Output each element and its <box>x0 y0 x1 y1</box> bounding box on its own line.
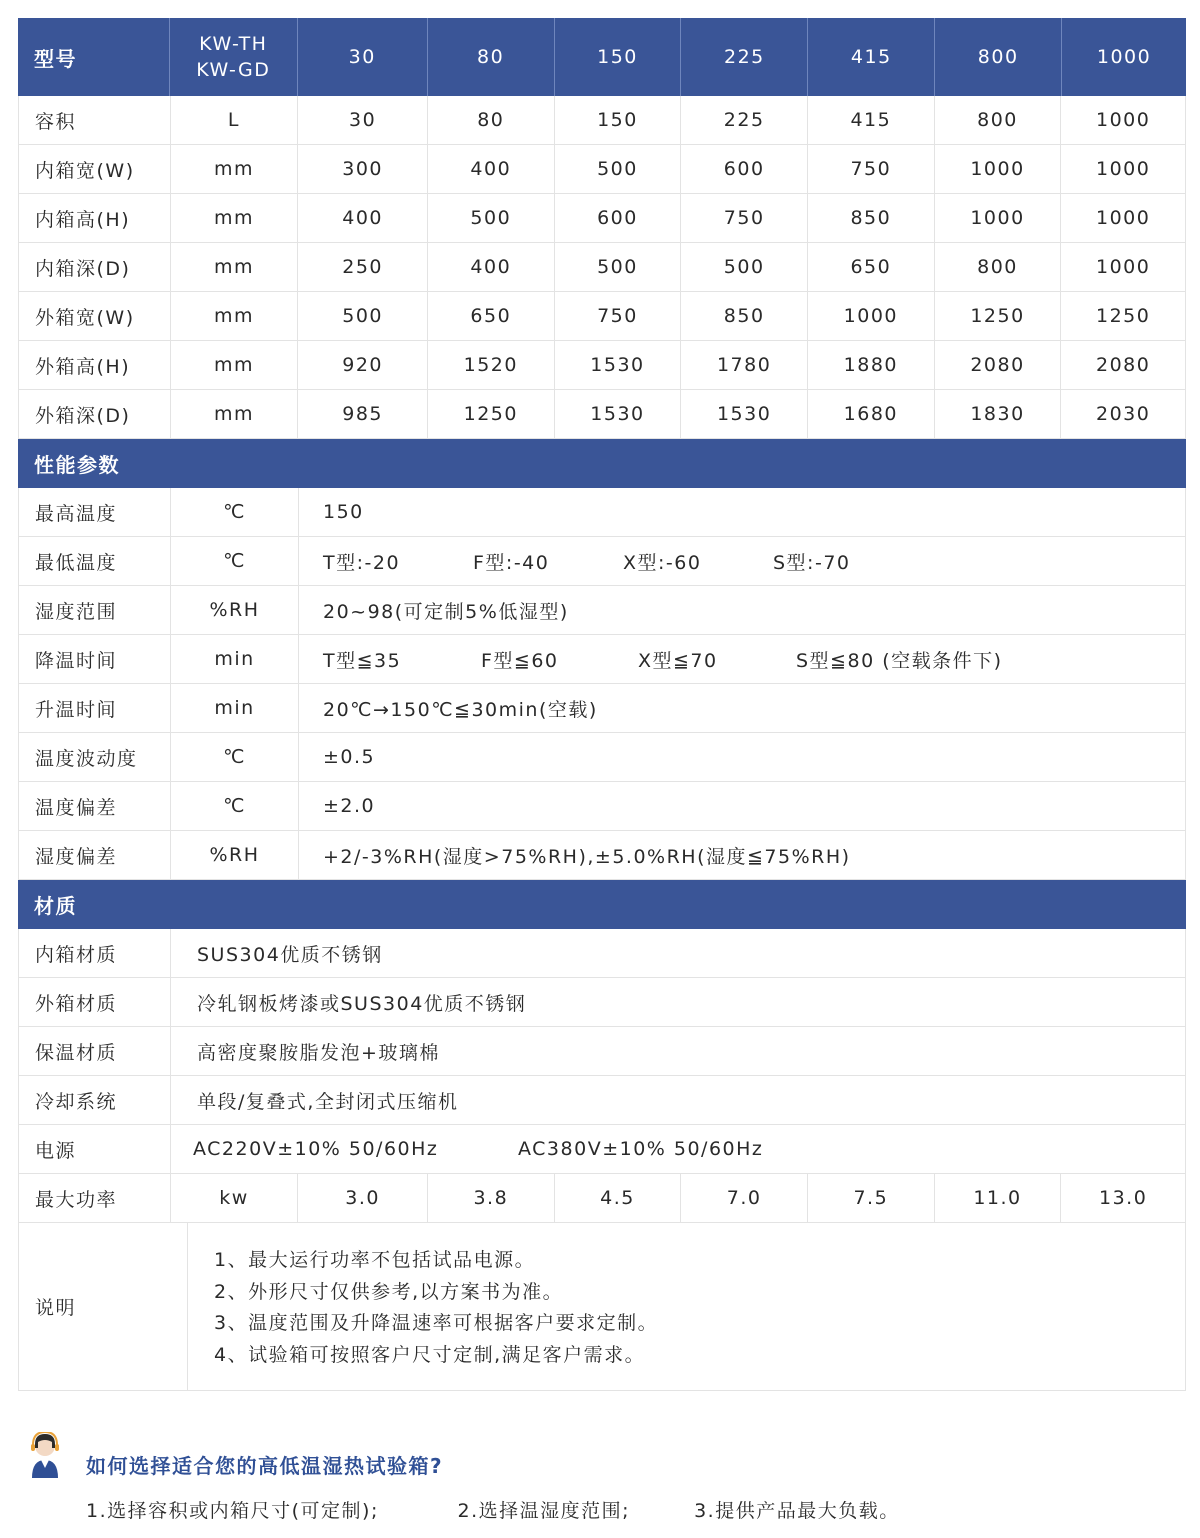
guide-title: 如何选择适合您的高低温湿热试验箱? <box>86 1454 444 1478</box>
power-value: 13.0 <box>1099 1187 1148 1209</box>
row-value: 850 <box>681 292 808 340</box>
row-value: 250 <box>298 243 428 291</box>
row-value: 750 <box>681 194 808 242</box>
row-label: 温度波动度 <box>19 733 171 781</box>
row-label: 外箱材质 <box>19 978 171 1026</box>
row-value <box>299 488 1185 536</box>
header-series <box>170 18 298 96</box>
value-segment: X型:-60 <box>623 551 702 574</box>
row-label: 内箱材质 <box>19 929 171 977</box>
row-value: 415 <box>808 96 935 144</box>
table-row <box>18 586 1186 635</box>
row-value <box>299 831 1185 879</box>
row-label: 最大功率 <box>19 1174 171 1222</box>
row-value: 500 <box>681 243 808 291</box>
series-gd: KW-GD <box>196 59 271 81</box>
guide-step: 3.提供产品最大负载。 <box>694 1500 900 1522</box>
row-value: 850 <box>808 194 935 242</box>
power-option-220: AC220V±10% 50/60Hz <box>193 1138 439 1160</box>
row-label: 电源 <box>19 1125 171 1173</box>
row-value: 650 <box>428 292 555 340</box>
power-value: 4.5 <box>555 1174 682 1222</box>
table-row <box>18 194 1186 243</box>
row-unit: %RH <box>171 586 299 634</box>
row-value: 1000 <box>1095 109 1151 131</box>
table-row-power <box>18 1125 1186 1174</box>
row-value: 400 <box>298 194 428 242</box>
power-value: 3.0 <box>298 1174 428 1222</box>
notes-label: 说明 <box>19 1223 188 1390</box>
table-row <box>18 635 1186 684</box>
row-value: 500 <box>555 145 682 193</box>
row-value <box>299 635 1185 683</box>
note-line: 2、外形尺寸仅供参考,以方案书为准。 <box>214 1280 564 1303</box>
row-unit: %RH <box>171 831 299 879</box>
row-value: 1780 <box>681 341 808 389</box>
row-value: 80 <box>428 96 555 144</box>
row-value <box>299 586 1185 634</box>
guide-step: 2.选择温湿度范围; <box>457 1500 631 1522</box>
header-model: 415 <box>808 18 935 96</box>
row-value: 高密度聚胺脂发泡+玻璃棉 <box>197 1041 440 1064</box>
table-row <box>18 1027 1186 1076</box>
table-row <box>18 782 1186 831</box>
power-options <box>171 1125 1185 1173</box>
row-unit: mm <box>171 341 299 389</box>
power-value: 3.8 <box>428 1174 555 1222</box>
table-row <box>18 1076 1186 1125</box>
row-value: 1000 <box>1095 158 1151 180</box>
value-segment: X型≦70 <box>638 649 718 672</box>
power-option-380: AC380V±10% 50/60Hz <box>518 1138 764 1160</box>
row-label: 保温材质 <box>19 1027 171 1075</box>
note-line: 1、最大运行功率不包括试品电源。 <box>214 1249 536 1271</box>
row-label: 冷却系统 <box>19 1076 171 1124</box>
row-value: 1250 <box>1095 305 1151 327</box>
row-value: 800 <box>935 96 1062 144</box>
row-unit: ℃ <box>171 537 299 585</box>
table-row <box>18 292 1186 341</box>
row-value: 750 <box>555 292 682 340</box>
row-value: 1250 <box>428 390 555 438</box>
row-unit: mm <box>171 292 299 340</box>
power-value: 7.5 <box>808 1174 935 1222</box>
table-row <box>18 145 1186 194</box>
row-unit: mm <box>171 390 299 438</box>
row-value <box>299 733 1185 781</box>
power-value: 7.0 <box>681 1174 808 1222</box>
table-row <box>18 341 1186 390</box>
notes-list <box>188 1223 1185 1390</box>
row-value: 500 <box>298 292 428 340</box>
row-value: 400 <box>428 243 555 291</box>
row-unit: mm <box>171 194 299 242</box>
row-value: 1680 <box>808 390 935 438</box>
row-unit: ℃ <box>171 488 299 536</box>
row-value: 650 <box>808 243 935 291</box>
row-value: 225 <box>681 96 808 144</box>
table-row <box>18 929 1186 978</box>
table-row <box>18 243 1186 292</box>
row-value: 1530 <box>555 390 682 438</box>
row-value: 1830 <box>935 390 1062 438</box>
section-performance: 性能参数 <box>18 439 1186 488</box>
header-model-label: 型号 <box>18 18 170 96</box>
value-segment: ±0.5 <box>323 746 376 768</box>
row-label: 湿度偏差 <box>19 831 171 879</box>
row-value: 1000 <box>935 145 1062 193</box>
table-row-max-power <box>18 1174 1186 1223</box>
spec-table <box>18 18 1186 1391</box>
row-label: 内箱高(H) <box>19 194 171 242</box>
row-value: 1250 <box>935 292 1062 340</box>
row-label: 湿度范围 <box>19 586 171 634</box>
value-segment: 20℃→150℃≦30min(空载) <box>323 698 598 721</box>
value-segment: 20~98(可定制5%低湿型) <box>323 600 569 623</box>
row-unit: ℃ <box>171 733 299 781</box>
table-row <box>18 488 1186 537</box>
row-value: 1000 <box>1095 256 1151 278</box>
row-value: 300 <box>298 145 428 193</box>
row-unit: min <box>171 635 299 683</box>
row-value: 30 <box>298 96 428 144</box>
row-value: 800 <box>935 243 1062 291</box>
row-label: 最低温度 <box>19 537 171 585</box>
row-label: 温度偏差 <box>19 782 171 830</box>
row-unit: mm <box>171 243 299 291</box>
row-label: 降温时间 <box>19 635 171 683</box>
value-segment: T型:-20 <box>323 551 401 574</box>
row-value: 400 <box>428 145 555 193</box>
row-value: 1880 <box>808 341 935 389</box>
header-model: 800 <box>935 18 1062 96</box>
row-value <box>299 782 1185 830</box>
row-value: 600 <box>555 194 682 242</box>
row-label: 内箱宽(W) <box>19 145 171 193</box>
table-row <box>18 537 1186 586</box>
header-model: 225 <box>681 18 808 96</box>
table-row <box>18 978 1186 1027</box>
row-value <box>299 684 1185 732</box>
table-header <box>18 18 1186 96</box>
series-th: KW-TH <box>199 33 268 55</box>
row-value: 1000 <box>935 194 1062 242</box>
row-unit: ℃ <box>171 782 299 830</box>
value-segment: F型≦60 <box>481 649 559 672</box>
row-value: 2080 <box>935 341 1062 389</box>
section-material: 材质 <box>18 880 1186 929</box>
row-value: 985 <box>298 390 428 438</box>
row-value: 600 <box>681 145 808 193</box>
value-segment: T型≦35 <box>323 649 402 672</box>
table-row <box>18 831 1186 880</box>
row-value: 1530 <box>681 390 808 438</box>
table-row <box>18 684 1186 733</box>
power-value: 11.0 <box>935 1174 1062 1222</box>
support-agent-icon <box>28 1432 62 1478</box>
row-value: 单段/复叠式,全封闭式压缩机 <box>197 1090 459 1113</box>
value-segment: S型≦80 (空载条件下) <box>796 649 1003 672</box>
row-label: 内箱深(D) <box>19 243 171 291</box>
note-line: 4、试验箱可按照客户尺寸定制,满足客户需求。 <box>214 1343 646 1366</box>
row-value: 500 <box>428 194 555 242</box>
row-value: SUS304优质不锈钢 <box>197 943 383 966</box>
row-unit: L <box>171 96 299 144</box>
row-value: 2080 <box>1095 354 1151 376</box>
row-unit: min <box>171 684 299 732</box>
row-value: 冷轧钢板烤漆或SUS304优质不锈钢 <box>197 992 527 1015</box>
row-label: 外箱深(D) <box>19 390 171 438</box>
row-value: 1000 <box>808 292 935 340</box>
row-value: 920 <box>298 341 428 389</box>
row-value <box>299 537 1185 585</box>
table-row-notes <box>18 1223 1186 1391</box>
value-segment: ±2.0 <box>323 795 376 817</box>
row-value: 1530 <box>555 341 682 389</box>
row-label: 外箱高(H) <box>19 341 171 389</box>
row-unit: kw <box>171 1174 299 1222</box>
table-row <box>18 96 1186 145</box>
row-value: 2030 <box>1095 403 1151 425</box>
row-value: 150 <box>555 96 682 144</box>
value-segment: 150 <box>323 501 364 523</box>
row-label: 外箱宽(W) <box>19 292 171 340</box>
row-unit: mm <box>171 145 299 193</box>
row-label: 最高温度 <box>19 488 171 536</box>
header-model: 150 <box>555 18 682 96</box>
row-label: 升温时间 <box>19 684 171 732</box>
row-value: 500 <box>555 243 682 291</box>
header-model: 30 <box>298 18 428 96</box>
table-row <box>18 733 1186 782</box>
row-value: 1520 <box>428 341 555 389</box>
header-model: 1000 <box>1096 46 1152 68</box>
value-segment: S型:-70 <box>773 551 851 574</box>
value-segment: +2/-3%RH(湿度>75%RH),±5.0%RH(湿度≦75%RH) <box>323 845 851 868</box>
value-segment: F型:-40 <box>473 551 550 574</box>
note-line: 3、温度范围及升降温速率可根据客户要求定制。 <box>214 1312 659 1334</box>
guide-steps <box>86 1496 900 1523</box>
header-model: 80 <box>428 18 555 96</box>
row-label: 容积 <box>19 96 171 144</box>
table-row <box>18 390 1186 439</box>
guide-step: 1.选择容积或内箱尺寸(可定制); <box>86 1500 379 1522</box>
row-value: 1000 <box>1095 207 1151 229</box>
row-value: 750 <box>808 145 935 193</box>
